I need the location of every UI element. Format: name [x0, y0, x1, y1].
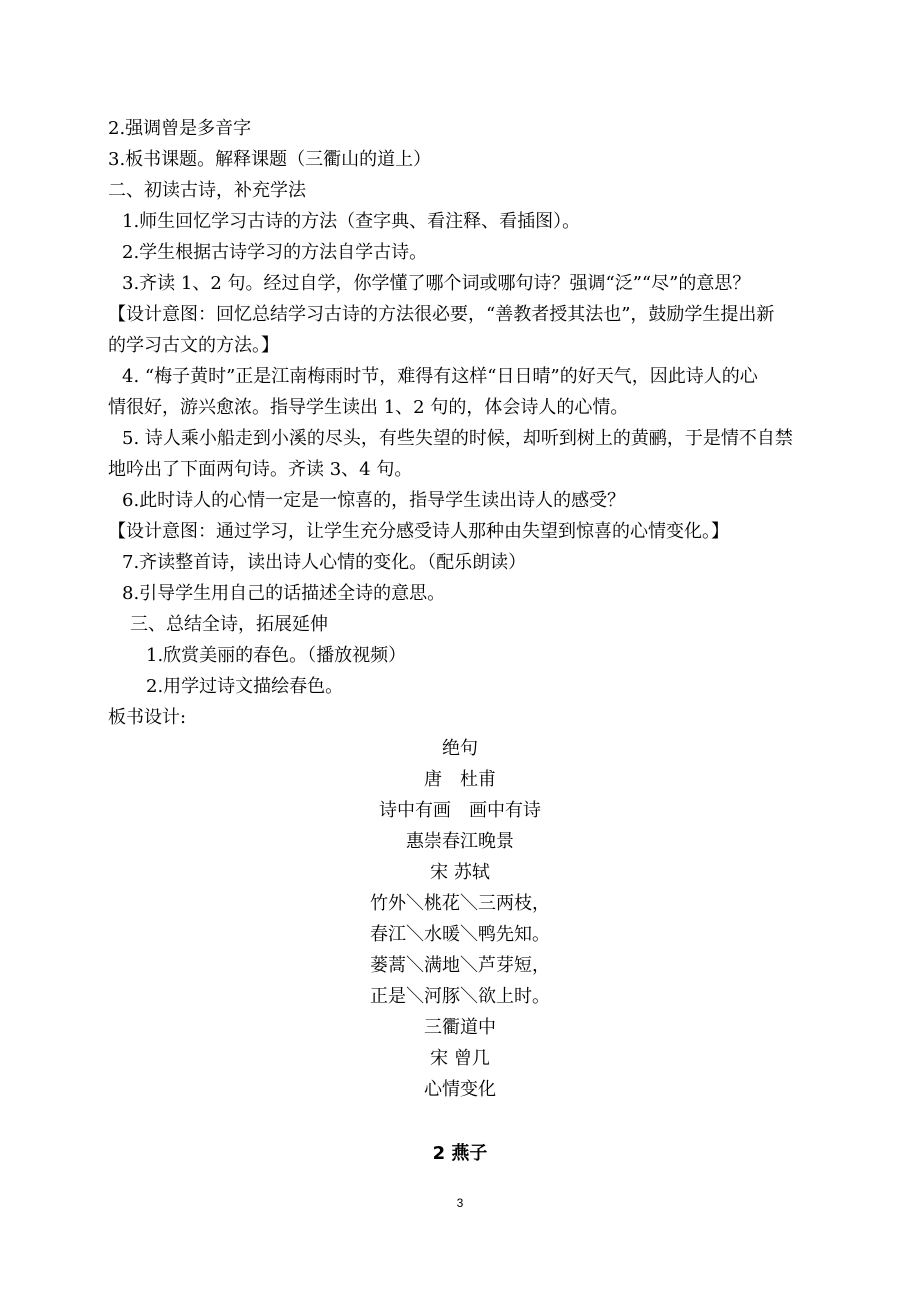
section-heading: 三、总结全诗，拓展延伸 — [130, 614, 328, 635]
text-line: 2.强调曾是多音字 — [108, 118, 252, 139]
page-number: 3 — [456, 1196, 464, 1210]
poem-author: 宋 曾几 — [430, 1048, 490, 1069]
poem-line: 春江＼水暖＼鸭先知。 — [370, 924, 550, 945]
poem-line: 正是＼河豚＼欲上时。 — [370, 986, 550, 1007]
poem-author: 唐 杜甫 — [424, 769, 496, 790]
board-note: 心情变化 — [424, 1079, 496, 1100]
list-item-continuation: 情很好，游兴愈浓。指导学生读出 1、2 句的，体会诗人的心情。 — [108, 397, 629, 418]
design-intent-note: 的学习古文的方法。】 — [108, 335, 279, 356]
list-item: 7.齐读整首诗，读出诗人心情的变化。（配乐朗读） — [122, 552, 527, 573]
list-item: 8.引导学生用自己的话描述全诗的意思。 — [122, 583, 446, 604]
poem-title: 三衢道中 — [424, 1017, 496, 1038]
list-item: 2.用学过诗文描绘春色。 — [146, 676, 344, 697]
list-item: 1.欣赏美丽的春色。（播放视频） — [146, 645, 407, 666]
poem-title: 绝句 — [442, 738, 478, 759]
list-item: 6.此时诗人的心情一定是一惊喜的，指导学生读出诗人的感受？ — [122, 490, 626, 511]
board-note: 诗中有画 画中有诗 — [379, 800, 541, 821]
design-intent-note: 【设计意图：回忆总结学习古诗的方法很必要，“善教者授其法也”，鼓励学生提出新 — [108, 304, 775, 325]
poem-author: 宋 苏轼 — [430, 862, 490, 883]
design-intent-note: 【设计意图：通过学习，让学生充分感受诗人那种由失望到惊喜的心情变化。】 — [108, 521, 729, 542]
list-item: 5. 诗人乘小船走到小溪的尽头，有些失望的时候，却听到树上的黄鹂，于是情不自禁 — [122, 428, 793, 449]
poem-line: 蒌蒿＼满地＼芦芽短， — [370, 955, 550, 976]
poem-line: 竹外＼桃花＼三两枝， — [370, 893, 550, 914]
board-design-label: 板书设计: — [108, 707, 187, 728]
list-item: 1.师生回忆学习古诗的方法（查字典、看注释、看插图）。 — [122, 211, 581, 232]
poem-title: 惠崇春江晚景 — [406, 831, 514, 852]
list-item: 3.齐读 1、2 句。经过自学，你学懂了哪个词或哪句诗？强调“泛”“尽”的意思？ — [122, 273, 751, 294]
section-heading: 二、初读古诗，补充学法 — [108, 180, 306, 201]
list-item: 4. “梅子黄时”正是江南梅雨时节，难得有这样“日日晴”的好天气，因此诗人的心 — [122, 366, 758, 387]
text-line: 3.板书课题。解释课题（三衢山的道上） — [108, 149, 432, 170]
list-item-continuation: 地吟出了下面两句诗。齐读 3、4 句。 — [108, 459, 413, 480]
list-item: 2.学生根据古诗学习的方法自学古诗。 — [122, 242, 428, 263]
lesson-title: 2 燕子 — [432, 1143, 488, 1164]
